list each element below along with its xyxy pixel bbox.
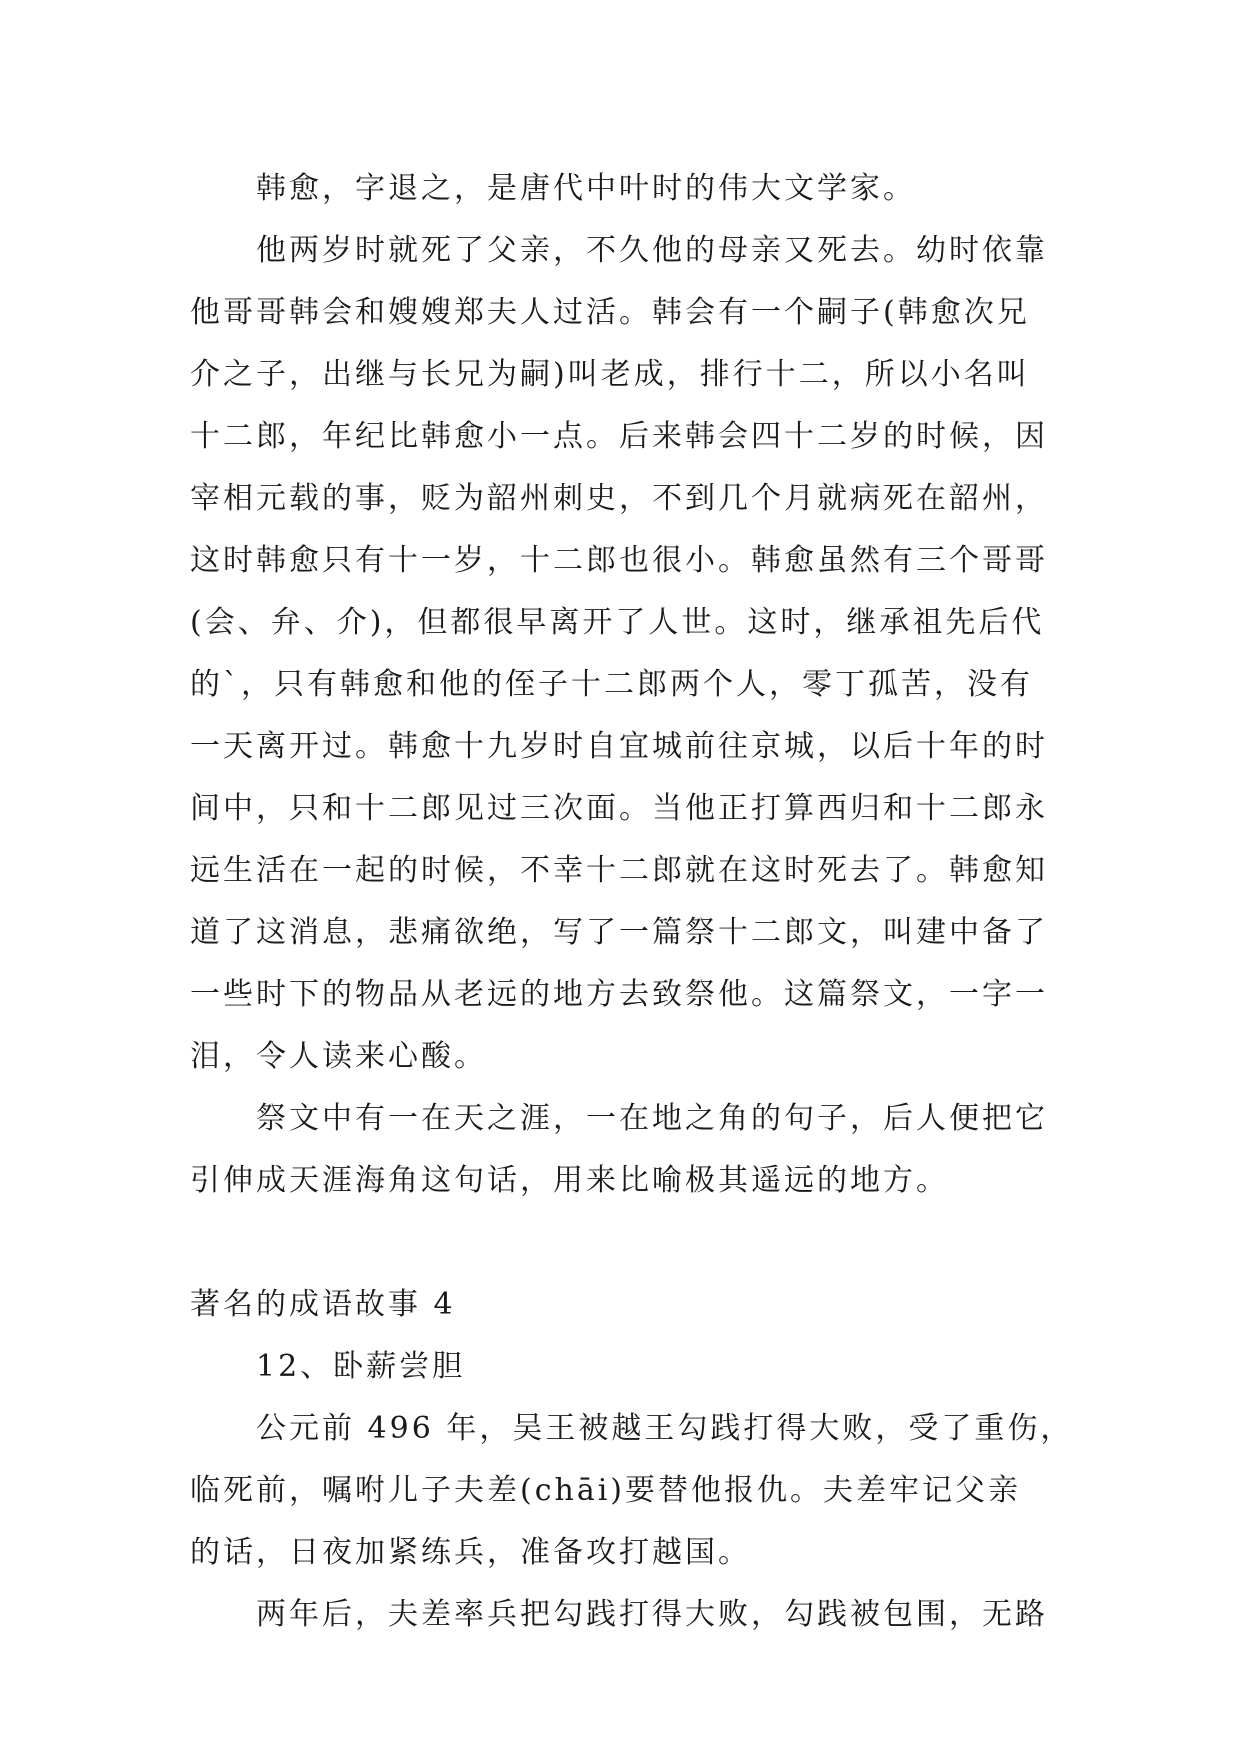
paragraph-line: 间中，只和十二郎见过三次面。当他正打算西归和十二郎永 xyxy=(190,791,1048,826)
paragraph-line: 十二郎，年纪比韩愈小一点。后来韩会四十二岁的时候，因 xyxy=(190,419,1048,454)
paragraph-line: (会、弁、介)，但都很早离开了人世。这时，继承祖先后代 xyxy=(190,605,1045,640)
paragraph-line: 远生活在一起的时候，不幸十二郎就在这时死去了。韩愈知 xyxy=(190,853,1048,888)
paragraph-line: 的`，只有韩愈和他的侄子十二郎两个人，零丁孤苦，没有 xyxy=(190,667,1033,702)
paragraph-line: 他哥哥韩会和嫂嫂郑夫人过活。韩会有一个嗣子(韩愈次兄 xyxy=(190,295,1030,330)
paragraph-line: 两年后，夫差率兵把勾践打得大败，勾践被包围，无路 xyxy=(256,1597,1048,1632)
section-spacer xyxy=(190,1212,1050,1274)
paragraph-line: 韩愈，字退之，是唐代中叶时的伟大文学家。 xyxy=(256,171,916,206)
paragraph-line: 公元前 496 年，吴王被越王勾践打得大败，受了重伤， xyxy=(256,1411,1074,1446)
paragraph-line: 泪，令人读来心酸。 xyxy=(190,1039,487,1074)
paragraph-line: 的话，日夜加紧练兵，准备攻打越国。 xyxy=(190,1535,751,1570)
document-page xyxy=(190,158,1074,1646)
paragraph-line: 临死前，嘱咐儿子夫差(chāi)要替他报仇。夫差牢记父亲 xyxy=(190,1473,1022,1508)
paragraph-line: 这时韩愈只有十一岁，十二郎也很小。韩愈虽然有三个哥哥 xyxy=(190,543,1048,578)
paragraph-line: 一些时下的物品从老远的地方去致祭他。这篇祭文，一字一 xyxy=(190,977,1048,1012)
paragraph-line: 介之子，出继与长兄为嗣)叫老成，排行十二，所以小名叫 xyxy=(190,357,1030,392)
section-heading: 著名的成语故事 4 xyxy=(190,1287,456,1322)
paragraph-line: 一天离开过。韩愈十九岁时自宜城前往京城，以后十年的时 xyxy=(190,729,1048,764)
paragraph-line: 他两岁时就死了父亲，不久他的母亲又死去。幼时依靠 xyxy=(256,233,1048,268)
story-title: 12、卧薪尝胆 xyxy=(256,1349,466,1384)
paragraph-line: 引伸成天涯海角这句话，用来比喻极其遥远的地方。 xyxy=(190,1163,949,1198)
paragraph-line: 宰相元载的事，贬为韶州刺史，不到几个月就病死在韶州， xyxy=(190,481,1048,516)
paragraph-line: 道了这消息，悲痛欲绝，写了一篇祭十二郎文，叫建中备了 xyxy=(190,915,1048,950)
paragraph-line: 祭文中有一在天之涯，一在地之角的句子，后人便把它 xyxy=(256,1101,1048,1136)
